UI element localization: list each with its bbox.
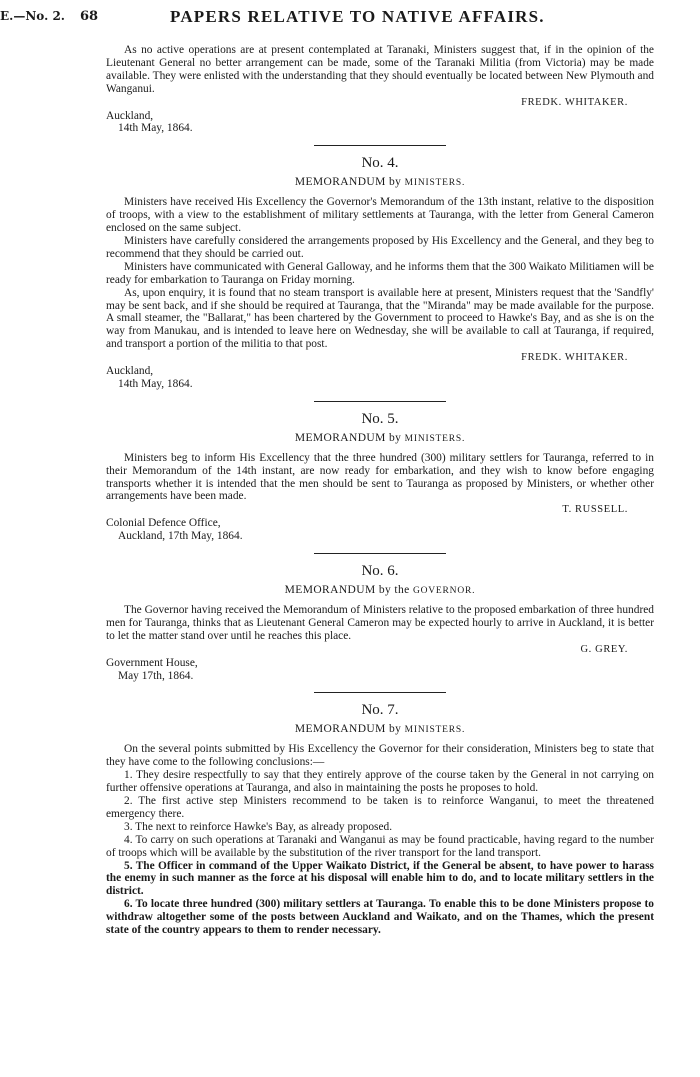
paragraph: As, upon enquiry, it is found that no steam transport is available here at present, Ministers request that the 'Sandfly' may be sent back, and if she should be required at Tauranga, that the "Miranda" may be made available for the purpose. A small steamer, the "Ballarat," has been chartered by the Government to proceed to Hawke's Bay, and as she is on the way from Manukau, and is intended to leave here on Wednesday, she will be available to call at Tauranga, if required, and transport a portion of the militia to that post. <box>106 286 654 351</box>
memo-title-main: MEMORANDUM by <box>294 723 402 736</box>
paragraph: On the several points submitted by His Excellency the Governor for their consideration, Ministers beg to state that they have come to the following conclusions:— <box>106 743 654 769</box>
section-divider <box>314 692 446 693</box>
page-header <box>0 9 700 31</box>
memo-title-by: MINISTERS. <box>404 725 466 736</box>
section-divider <box>314 553 446 554</box>
date-line: May 17th, 1864. <box>118 669 194 682</box>
place-line: Auckland, <box>106 365 154 378</box>
place-line: Government House, <box>106 656 198 669</box>
signature: FREDK. WHITAKER. <box>521 352 628 364</box>
document-number: No. 7. <box>361 702 399 719</box>
document-no-7 <box>106 692 654 937</box>
place-line: Colonial Defence Office, <box>106 517 221 530</box>
document-no-5 <box>106 401 654 543</box>
paragraph: Ministers have communicated with General Galloway, and he informs them that the 300 Waikato Militiamen will be ready for embarkation to Tauranga on Friday morning. <box>106 260 654 286</box>
place-date <box>106 517 654 543</box>
memo-title-by: MINISTERS. <box>404 178 466 189</box>
paragraph: Ministers have carefully considered the arrangements proposed by His Excellency and the General, and they beg to recommend that they should be carried out. <box>106 234 654 260</box>
memo-title-main: MEMORANDUM by the <box>284 584 410 597</box>
memorandum-title <box>106 432 654 446</box>
signature: G. GREY. <box>580 643 628 655</box>
memorandum-title <box>106 584 654 598</box>
paragraph: The Governor having received the Memorandum of Ministers relative to the proposed embarkation of three hundred men for Tauranga, thinks that as Lieutenant General Cameron may be expected hourly to arrive in Auckland, it is better to let the matter stand over until he reaches this place. <box>106 604 654 642</box>
paragraph: Ministers beg to inform His Excellency that the three hundred (300) military settlers for Tauranga, referred to in their Memorandum of the 14th instant, are now ready for embarkation, and they wish to know before engaging transports whether it is intended that the men should be sent to Tauranga as proposed by Ministers, or whether other arrangements have been made. <box>106 451 654 503</box>
paragraph: 5. The Officer in command of the Upper Waikato District, if the General be absent, to have power to harass the enemy in such manner as the force at his disposal will enable him to do, and to locate military settlers in the district. <box>106 859 654 898</box>
memorandum-title <box>106 723 654 737</box>
memo-title-by: MINISTERS. <box>404 433 466 444</box>
intro-paragraph: As no active operations are at present contemplated at Taranaki, Ministers suggest that, if in the opinion of the Lieutenant General no better arrangement can be made, some of the Taranaki Militia (from Victoria) may be made available. They were enlisted with the understanding that they should eventually be located between New Plymouth and Wanganui. <box>106 44 654 95</box>
signature: T. RUSSELL. <box>562 504 628 516</box>
place-date <box>106 365 654 391</box>
page-number: 68 <box>80 9 99 24</box>
document-no-4 <box>106 145 654 391</box>
section-divider <box>314 145 446 146</box>
date-line: Auckland, 17th May, 1864. <box>118 530 243 543</box>
paragraph: 1. They desire respectfully to say that they entirely approve of the course taken by the General in not carrying on further offensive operations at Tauranga, and also in maintaining the posts he proposes to hold. <box>106 769 654 795</box>
intro-place: Auckland, <box>106 109 154 122</box>
intro-date: 14th May, 1864. <box>118 122 193 135</box>
document-no-6 <box>106 553 654 682</box>
running-title: PAPERS RELATIVE TO NATIVE AFFAIRS. <box>170 7 545 26</box>
series-reference: E.—No. 2. <box>0 9 65 23</box>
memo-title-main: MEMORANDUM by <box>294 176 402 189</box>
date-line: 14th May, 1864. <box>118 377 193 390</box>
document-number: No. 4. <box>361 155 399 172</box>
paragraph: 3. The next to reinforce Hawke's Bay, as already proposed. <box>124 820 393 833</box>
section-divider <box>314 401 446 402</box>
intro-place-date <box>106 110 654 136</box>
memorandum-title <box>106 176 654 190</box>
intro-signature: FREDK. WHITAKER. <box>521 96 628 108</box>
paragraph: 6. To locate three hundred (300) military settlers at Tauranga. To enable this to be done Ministers propose to withdraw altogether some of the posts between Auckland and Waikato, and on the Thames, which the present state of the country appears to them to render necessary. <box>106 898 654 937</box>
memo-title-main: MEMORANDUM by <box>294 431 402 444</box>
document-number: No. 6. <box>361 563 399 580</box>
document-number: No. 5. <box>361 410 399 427</box>
place-date <box>106 657 654 683</box>
paragraph: Ministers have received His Excellency the Governor's Memorandum of the 13th instant, relative to the disposition of troops, with a view to the establishment of military settlements at Tauranga, with the letter from General Cameron enclosed on the same subject. <box>106 196 654 235</box>
paragraph: 4. To carry on such operations at Taranaki and Wanganui as may be found practicable, having regard to the number of troops which will be available by the substitution of the river transport for the land transport. <box>106 833 654 859</box>
memo-title-by: GOVERNOR. <box>412 586 476 597</box>
paragraph: 2. The first active step Ministers recommend to be taken is to reinforce Wanganui, to meet the threatened emergency there. <box>106 794 654 820</box>
intro-section <box>106 44 654 135</box>
document-body <box>106 44 654 937</box>
